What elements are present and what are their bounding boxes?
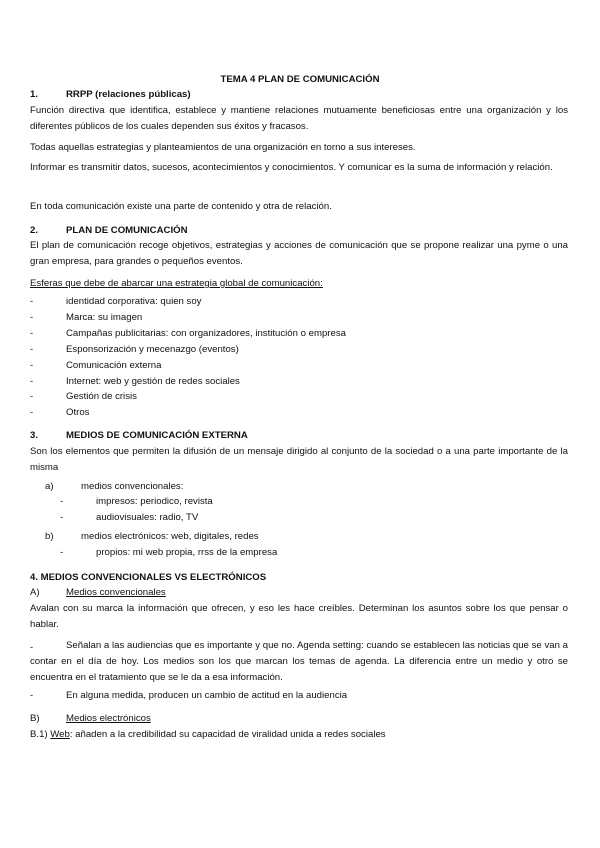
section-4b1-web: Web <box>50 729 70 740</box>
list-item: Internet: web y gestión de redes sociales <box>66 376 240 387</box>
section-4a-title: Medios convencionales <box>66 587 166 598</box>
section-4a-paragraph-1: Avalan con su marca la información que ofrecen, y eso les hace creíbles. Determinan los asuntos sobre los que pensar o hablar. <box>30 603 568 630</box>
section-3-heading: MEDIOS DE COMUNICACIÓN EXTERNA <box>66 430 248 441</box>
list-item: identidad corporativa: quien soy <box>66 296 202 307</box>
section-2-number: 2. <box>30 225 39 236</box>
section-4a-label: A) <box>30 587 40 598</box>
list-dash: - <box>60 496 64 507</box>
list-dash: - <box>30 690 34 701</box>
list-dash: - <box>60 547 64 558</box>
sublist-b-item: propios: mi web propia, rrss de la empresa <box>96 547 278 558</box>
sublist-a-text: medios convencionales: <box>81 481 184 492</box>
section-1-number: 1. <box>30 89 39 100</box>
list-dash: - <box>30 642 34 653</box>
section-4b1-text: : añaden a la credibilidad su capacidad de viralidad unida a redes sociales <box>69 729 386 740</box>
list-dash: - <box>30 407 34 418</box>
list-dash: - <box>60 512 64 523</box>
sublist-b-label: b) <box>45 531 54 542</box>
section-2-list-title: Esferas que debe de abarcar una estrategia global de comunicación: <box>30 278 323 289</box>
list-dash: - <box>30 312 34 323</box>
list-item: Esponsorización y mecenazgo (eventos) <box>66 344 239 355</box>
section-4a-paragraph-3: En alguna medida, producen un cambio de actitud en la audiencia <box>66 690 348 701</box>
section-4-heading: 4. MEDIOS CONVENCIONALES VS ELECTRÓNICOS <box>30 572 267 583</box>
section-2-paragraph-1: El plan de comunicación recoge objetivos, estrategias y acciones de comunicación que se propone realizar una pyme o una gran empresa, para grandes o pequeños eventos. <box>30 240 568 267</box>
list-dash: - <box>30 376 34 387</box>
list-item: Otros <box>66 407 90 418</box>
document-title: TEMA 4 PLAN DE COMUNICACIÓN <box>220 74 380 85</box>
section-2-heading: PLAN DE COMUNICACIÓN <box>66 225 188 236</box>
section-1-paragraph-2: Todas aquellas estrategias y planteamientos de una organización en torno a sus intereses. <box>30 142 416 153</box>
list-dash: - <box>30 328 34 339</box>
list-dash: - <box>30 296 34 307</box>
list-dash: - <box>30 360 34 371</box>
section-4b-label: B) <box>30 713 40 724</box>
list-dash: - <box>30 391 34 402</box>
section-1-paragraph-4: En toda comunicación existe una parte de contenido y otra de relación. <box>30 201 332 212</box>
section-3-paragraph-1: Son los elementos que permiten la difusión de un mensaje dirigido al conjunto de la sociedad o a una parte importante de la misma <box>30 446 568 473</box>
list-item: Marca: su imagen <box>66 312 143 323</box>
section-4a-paragraph-2: Señalan a las audiencias que es importante y que no. Agenda setting: cuando se establecen las noticias que se van a contar en el día de hoy. Los medios son los que marcan los temas de agenda. La diferencia entre un medio y otro se encuentra en el tratamiento que se le da a esa información. <box>30 640 568 683</box>
section-4b1-prefix: B.1) <box>30 729 48 740</box>
sublist-a-label: a) <box>45 481 54 492</box>
sublist-a-item: audiovisuales: radio, TV <box>96 512 199 523</box>
list-item: Campañas publicitarias: con organizadores, institución o empresa <box>66 328 346 339</box>
section-4b1-line <box>30 729 386 741</box>
section-3-number: 3. <box>30 430 39 441</box>
sublist-b-text: medios electrónicos: web, digitales, redes <box>81 531 259 542</box>
sublist-a-item: impresos: periodico, revista <box>96 496 213 507</box>
list-item: Gestión de crisis <box>66 391 137 402</box>
section-4b-title: Medios electrónicos <box>66 713 151 724</box>
section-1-heading: RRPP (relaciones públicas) <box>66 89 191 100</box>
list-item: Comunicación externa <box>66 360 162 371</box>
section-1-paragraph-3: Informar es transmitir datos, sucesos, acontecimientos y conocimientos. Y comunicar es la suma de información y relación. <box>30 162 553 173</box>
section-1-paragraph-1: Función directiva que identifica, establece y mantiene relaciones mutuamente beneficiosas entre una organización y los diferentes públicos de los cuales dependen sus éxitos y fracasos. <box>30 105 568 132</box>
list-dash: - <box>30 344 34 355</box>
